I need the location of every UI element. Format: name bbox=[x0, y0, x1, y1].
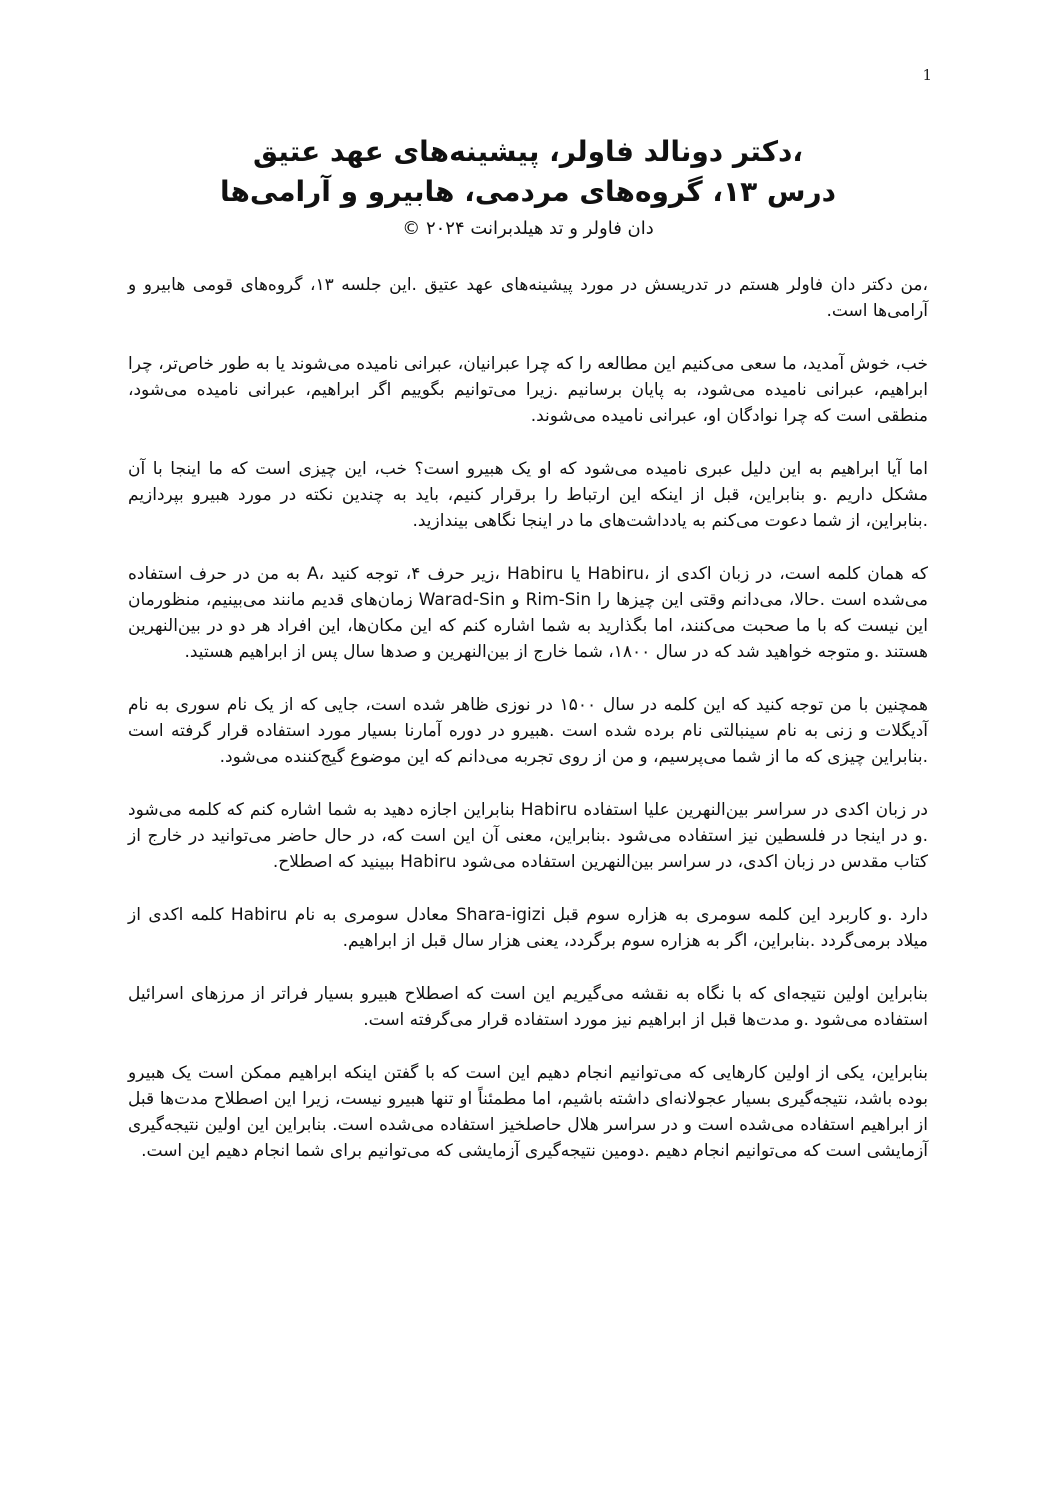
paragraph: خب، خوش آمدید، ما سعی می‌کنیم این مطالعه را که چرا عبرانیان، عبرانی نامیده می‌شوند یا به طور خاص‌تر، چرا ابراهیم، عبرانی نامیده می‌شود، به پایان برسانیم .زیرا می‌توانیم بگوییم اگر ابراهیم، عبرانی نامیده می‌شود، منطقی است که چرا نوادگان او، عبرانی نامیده می‌شوند. bbox=[128, 354, 928, 426]
author-copyright: دان فاولر و تد هیلدبرانت ۲۰۲۴ © bbox=[402, 218, 654, 239]
document-body bbox=[128, 272, 928, 1191]
paragraph: همچنین با من توجه کنید که این کلمه در سال ۱۵۰۰ در نوزی ظاهر شده است، جایی که از یک نام سوری به نام آدیگلات و زنی به نام سینبالتی نام برده شده است .هبیرو در دوره آمارنا بسیار مورد استفاده قرار گرفته است .بنابراین چیزی که ما از شما می‌پرسیم، و من از روی تجربه می‌دانم که این موضوع گیج‌کننده می‌شود. bbox=[128, 695, 928, 767]
paragraph: اما آیا ابراهیم به این دلیل عبری نامیده می‌شود که او یک هبیرو است؟ خب، این چیزی است که ما اینجا با آن مشکل داریم .و بنابراین، قبل از اینکه این ارتباط را برقرار کنیم، باید به چندین نکته در مورد هبیرو بپردازیم .بنابراین، از شما دعوت می‌کنم به یادداشت‌های ما در اینجا نگاهی بیندازید. bbox=[128, 459, 928, 531]
paragraph: بنابراین، یکی از اولین کارهایی که می‌توانیم انجام دهیم این است که با گفتن اینکه ابراهیم ممکن است یک هبیرو بوده باشد، نتیجه‌گیری بسیار عجولانه‌ای داشته باشیم، اما مطمئناً او تنها هبیرو نیست، زیرا این اصطلاح مدت‌ها قبل از ابراهیم استفاده می‌شده است و در سراسر هلال حاصلخیز استفاده می‌شده است. بنابراین این اولین نتیجه‌گیری آزمایشی است که می‌توانیم انجام دهیم .دومین نتیجه‌گیری آزمایشی که می‌توانیم برای شما انجام دهیم این است. bbox=[128, 1063, 928, 1161]
paragraph: دارد .و کاربرد این کلمه سومری به هزاره سوم قبل Shara-igizi معادل سومری به نام Habiru کلمه اکدی از میلاد برمی‌گردد .بنابراین، اگر به هزاره سوم برگردد، یعنی هزار سال قبل از ابراهیم. bbox=[128, 905, 928, 951]
page-number: 1 bbox=[922, 66, 932, 84]
paragraph: در زبان اکدی در سراسر بین‌النهرین علیا استفاده Habiru بنابراین اجازه دهید به شما اشاره کنم که کلمه می‌شود .و در اینجا در فلسطین نیز استفاده می‌شود .بنابراین، معنی آن این است که، در حال حاضر می‌توانید در خارج از کتاب مقدس در زبان اکدی، در سراسر بین‌النهرین استفاده می‌شود Habiru ببینید که اصطلاح. bbox=[128, 800, 929, 872]
lesson-title: درس ۱۳، گروه‌های مردمی، هابیرو و آرامی‌ها bbox=[219, 175, 837, 208]
paragraph: بنابراین اولین نتیجه‌ای که با نگاه به نقشه می‌گیریم این است که اصطلاح هبیرو بسیار فراتر از مرزهای اسرائیل استفاده می‌شود .و مدت‌ها قبل از ابراهیم نیز مورد استفاده قرار می‌گرفته است. bbox=[128, 984, 928, 1030]
document-header bbox=[128, 132, 928, 242]
paragraph: که همان کلمه است، در زبان اکدی از ،Habiru یا Habiru ،زیر حرف ۴، توجه کنید ،A به من در حرف استفاده می‌شده است .حالا، می‌دانم وقتی این چیزها را Rim-Sin و Warad-Sin زمان‌های قدیم مانند می‌بینیم، منظورمان این نیست که با ما صحبت می‌کنند، اما بگذارید به شما اشاره کنم که این مکان‌ها، این افراد هر دو در بین‌النهرین هستند .و متوجه خواهید شد که در سال ۱۸۰۰، شما خارج از بین‌النهرین و صدها سال پس از ابراهیم هستید. bbox=[128, 564, 928, 662]
paragraph: ،من دکتر دان فاولر هستم در تدریسش در مورد پیشینه‌های عهد عتیق .این جلسه ۱۳، گروه‌های قومی هابیرو و آرامی‌ها است. bbox=[128, 275, 928, 321]
page-title: ،دکتر دونالد فاولر، پیشینه‌های عهد عتیق bbox=[252, 135, 804, 168]
